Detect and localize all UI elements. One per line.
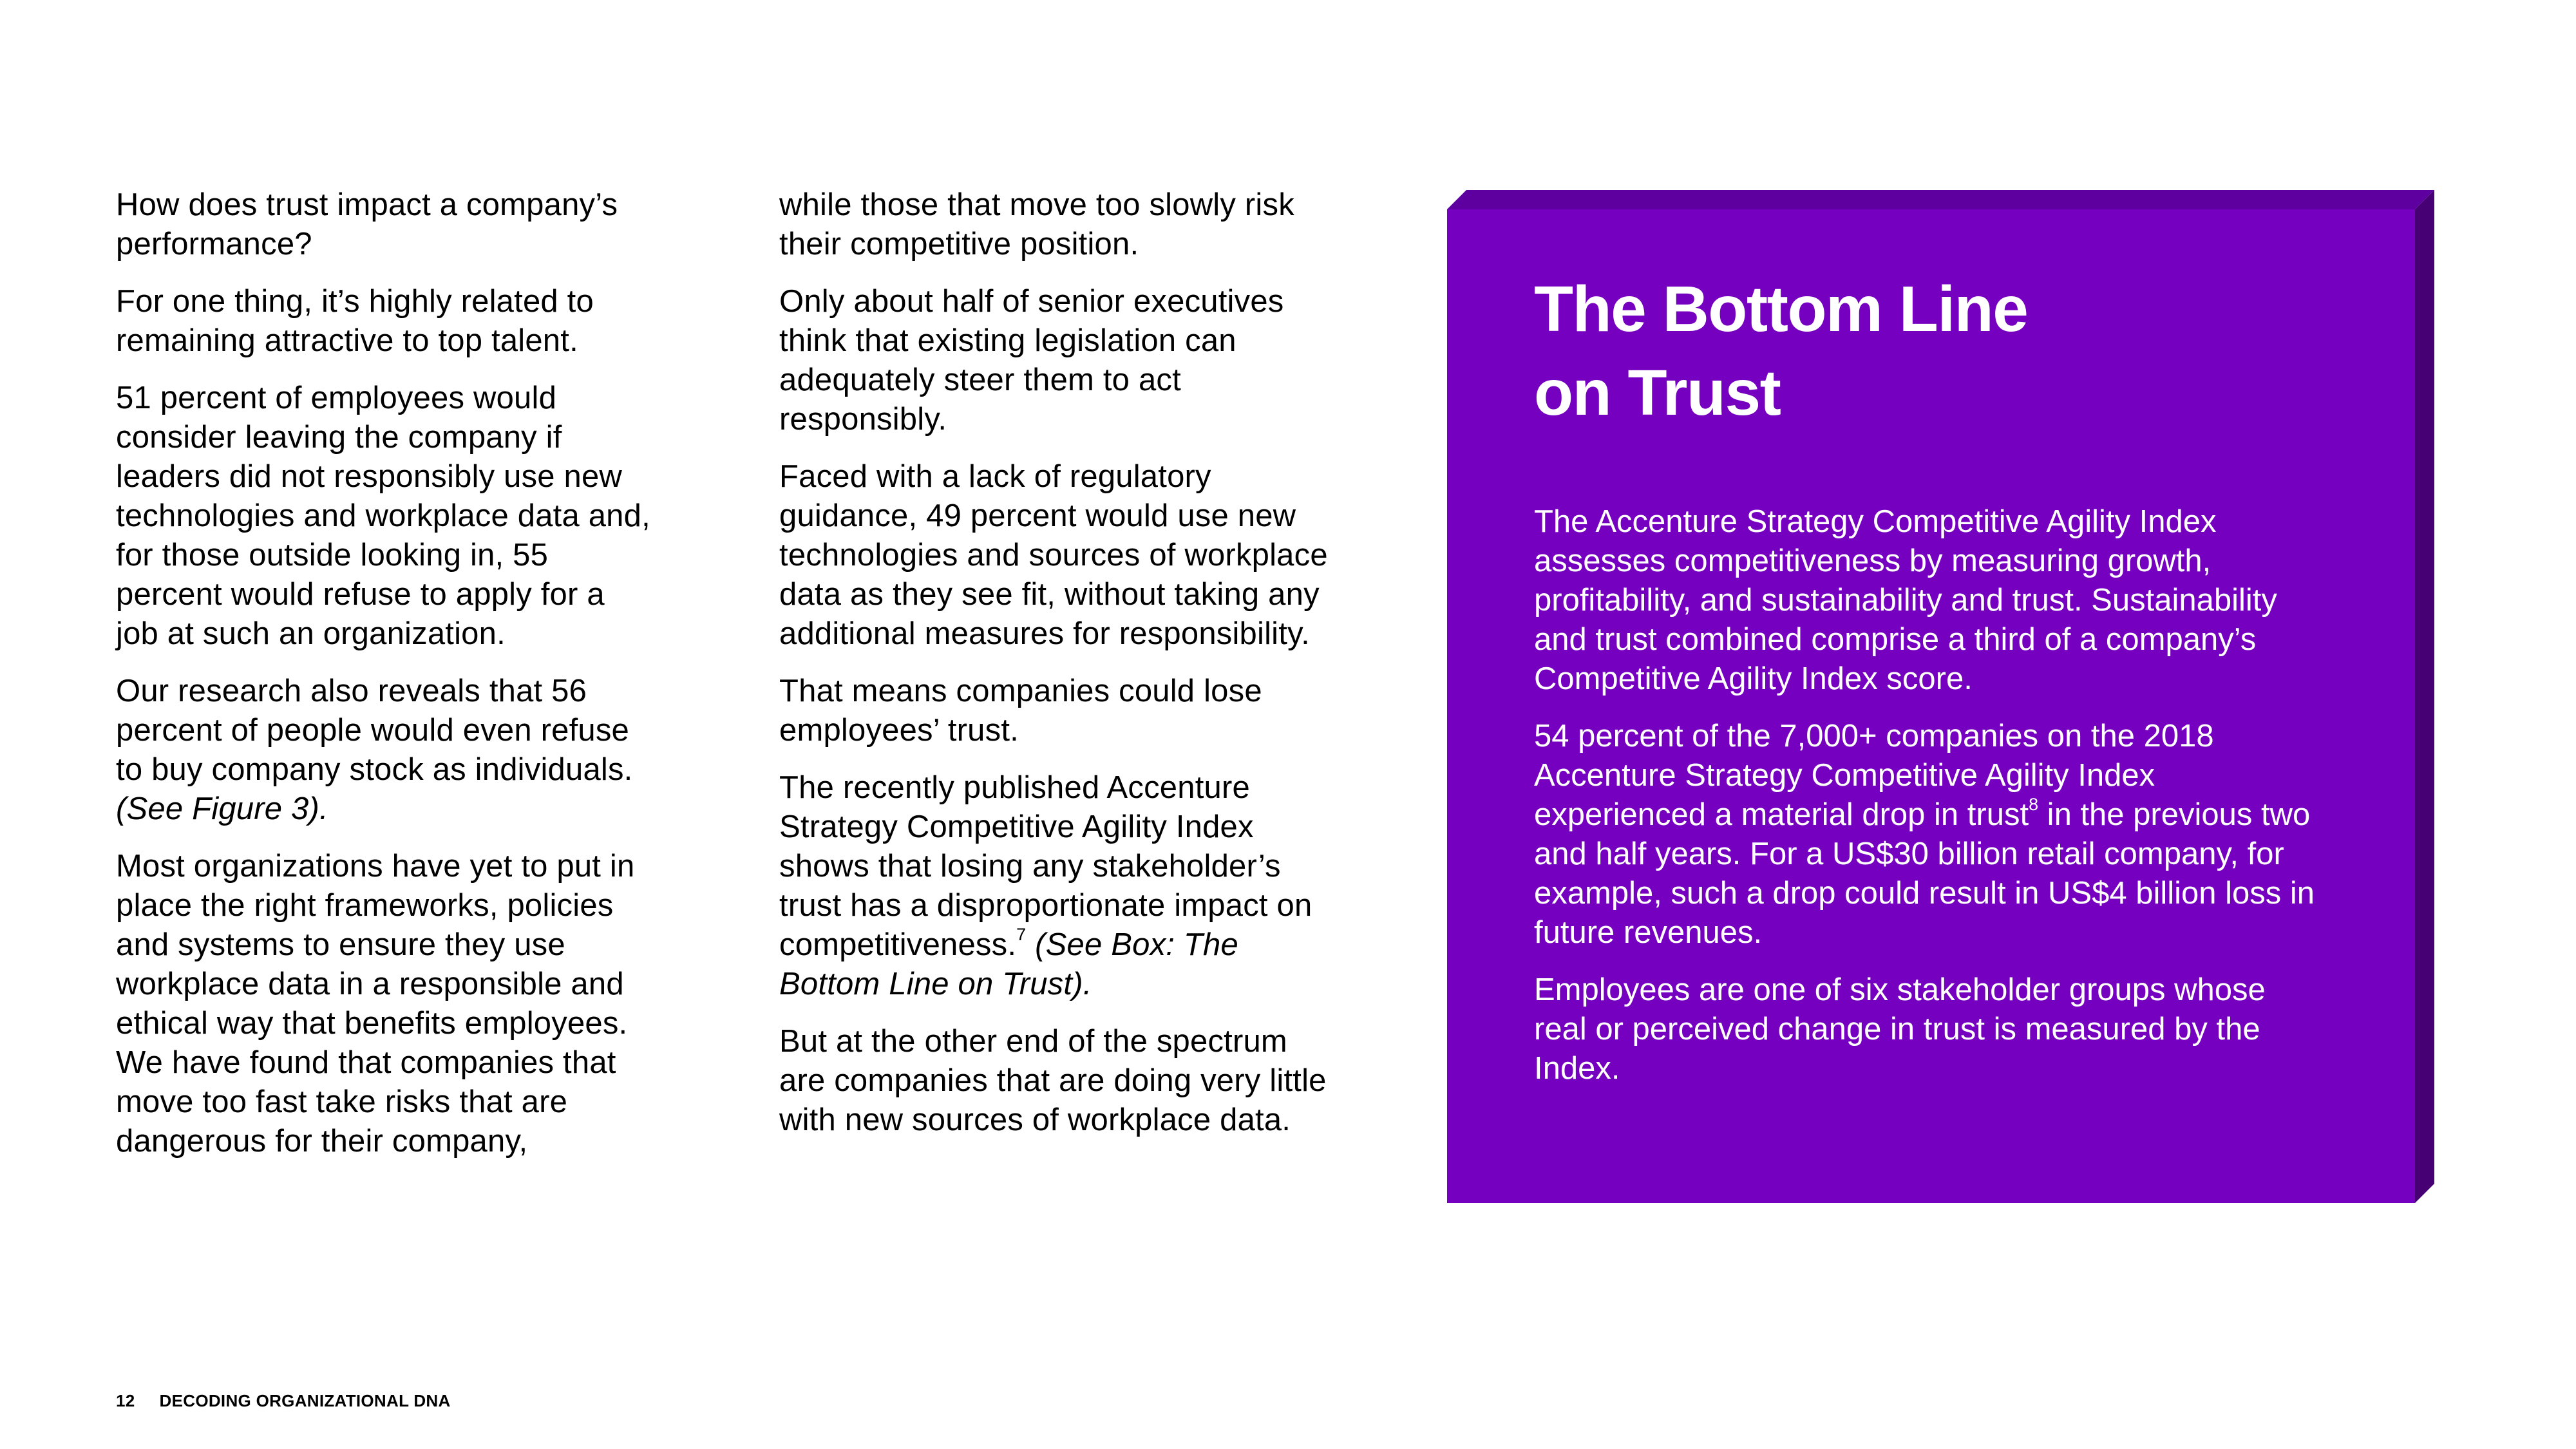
paragraph: 51 percent of employees would consider leaving the company if leaders did not responsibly use new technologies and workplace data and, for those outside looking in, 55 percent would refuse to apply for a job at such an organization. bbox=[116, 381, 650, 651]
paragraph: That means companies could lose employees’ trust. bbox=[779, 674, 1262, 748]
paragraph: Faced with a lack of regulatory guidance, 49 percent would use new technologies and sources of workplace data as they see fit, without taking any additional measures for responsibility. bbox=[779, 459, 1328, 651]
paragraph: Only about half of senior executives think that existing legislation can adequately steer them to act responsibly. bbox=[779, 284, 1284, 437]
footnote-marker: 8 bbox=[2029, 795, 2039, 815]
paragraph: while those that move too slowly risk their competitive position. bbox=[779, 187, 1294, 261]
box-top-bevel bbox=[1447, 190, 2434, 209]
paragraph-text: 54 percent of the 7,000+ companies on the 2018 Accenture Strategy Competitive Agility Index experienced a material drop in trust bbox=[1534, 719, 2214, 832]
middle-text-column bbox=[779, 185, 1333, 1158]
footnote-marker: 7 bbox=[1016, 925, 1027, 945]
page-footer bbox=[116, 1391, 475, 1411]
paragraph: The Accenture Strategy Competitive Agility Index assesses competitiveness by measuring growth, profitability, and sustainability and trust. Sustainability and trust combined comprise a third of a company’s Competitive Agility Index score. bbox=[1534, 504, 2277, 696]
box-reference: (See Box: The Bottom Line on Trust). bbox=[779, 927, 1238, 1001]
left-text-column bbox=[116, 185, 650, 1179]
paragraph bbox=[116, 672, 650, 829]
paragraph: But at the other end of the spectrum are companies that are doing very little with new sources of workplace data. bbox=[779, 1024, 1327, 1137]
paragraph: Most organizations have yet to put in place the right frameworks, policies and systems to ensure they use workplace data in a responsible and ethical way that benefits employees. We have found that companies that move too fast take risks that are dangerous for their company, bbox=[116, 849, 635, 1159]
report-title: DECODING ORGANIZATIONAL DNA bbox=[159, 1391, 451, 1410]
paragraph: Employees are one of six stakeholder groups whose real or perceived change in trust is measured by the Index. bbox=[1534, 972, 2266, 1086]
box-content bbox=[1534, 267, 2326, 1086]
paragraph: For one thing, it’s highly related to remaining attractive to top talent. bbox=[116, 284, 594, 358]
figure-reference: (See Figure 3). bbox=[116, 791, 328, 826]
paragraph-text: The recently published Accenture Strategy Competitive Agility Index shows that losing any stakeholder’s trust has a disproportionate impact on competitiveness. bbox=[779, 770, 1312, 962]
paragraph bbox=[1534, 717, 2326, 952]
paragraph: How does trust impact a company’s performance? bbox=[116, 187, 618, 261]
bottom-line-callout-box bbox=[1447, 189, 2434, 1203]
paragraph-text: Our research also reveals that 56 percent of people would even refuse to buy company stock as individuals. bbox=[116, 674, 633, 787]
box-title: The Bottom Line on Trust bbox=[1534, 273, 2028, 429]
paragraph-text: in the previous two and half years. For a US$30 billion retail company, for example, such a drop could result in US$4 billion loss in future revenues. bbox=[1534, 797, 2315, 950]
box-side-bevel bbox=[2415, 190, 2434, 1203]
paragraph bbox=[779, 768, 1333, 1004]
box-body bbox=[1534, 502, 2326, 1106]
page-number: 12 bbox=[116, 1391, 135, 1410]
